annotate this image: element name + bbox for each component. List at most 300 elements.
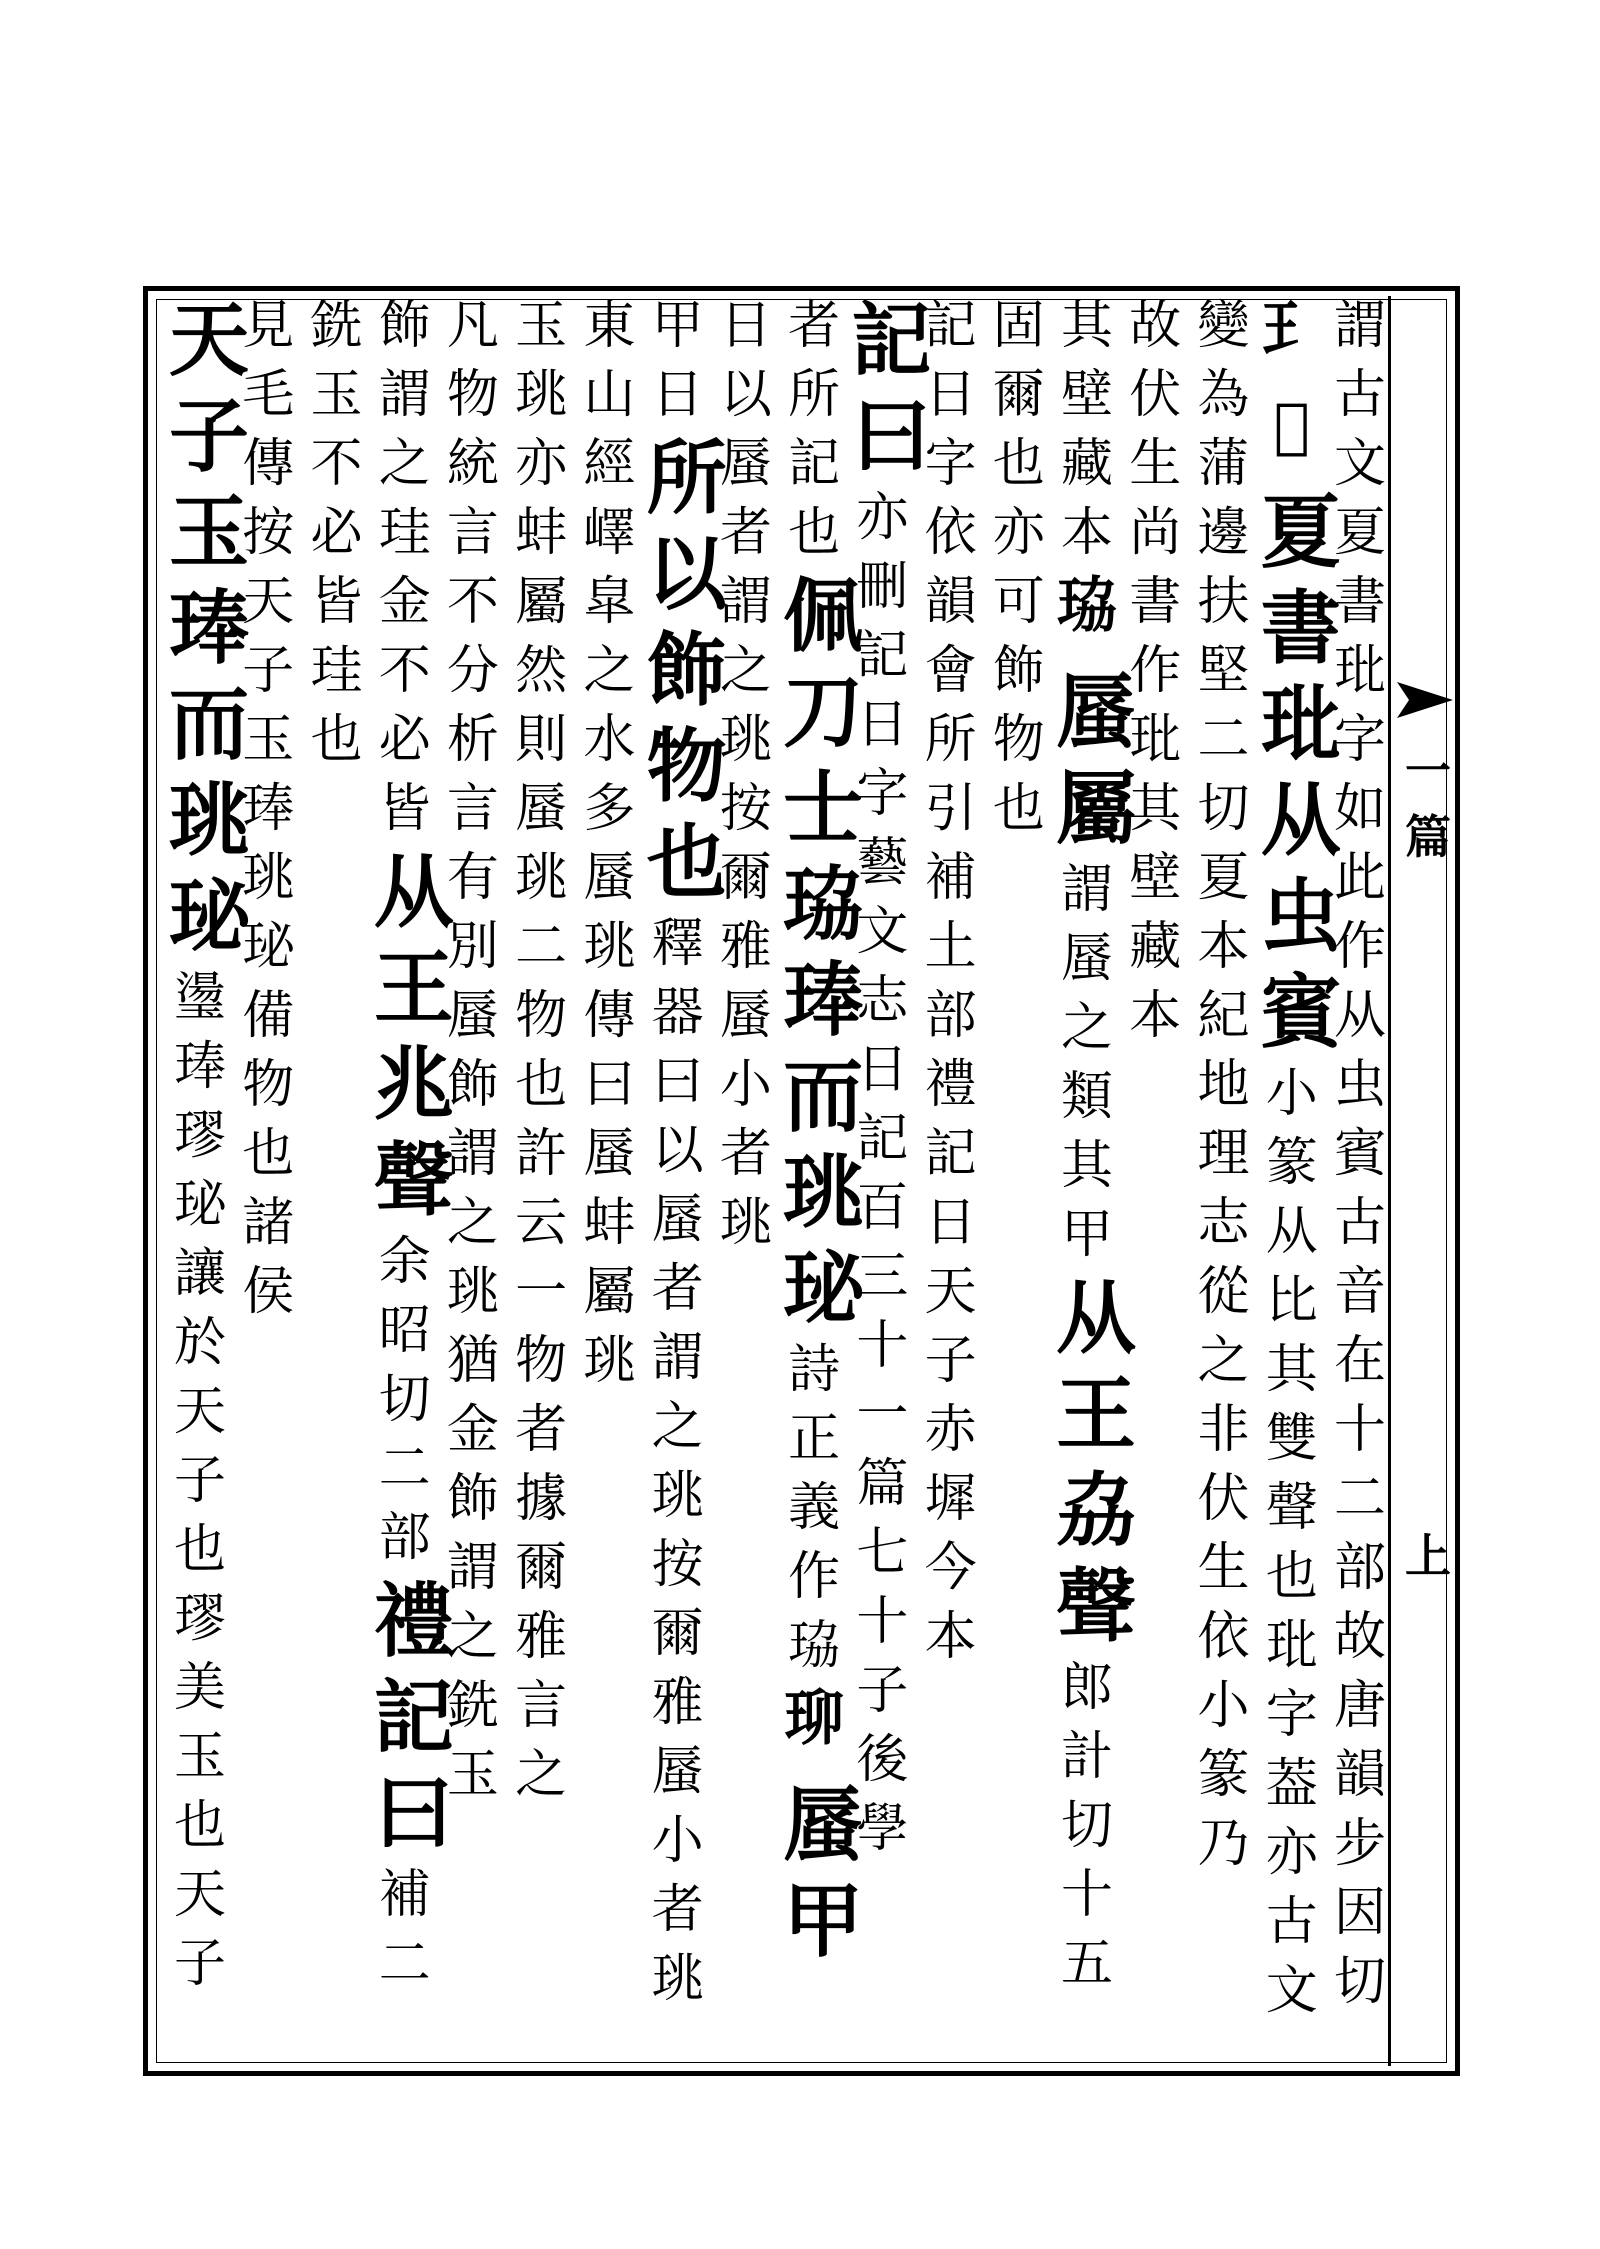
annotation-char: 蒲 [1197,434,1250,494]
annotation-char: 者 [515,1400,568,1460]
main-text-char: 以 [646,527,727,621]
annotation-char: 之 [446,1607,499,1667]
main-text-char: 所 [646,431,727,525]
annotation-char: 古 [1333,1193,1386,1253]
annotation-char: 伏 [1197,1469,1250,1529]
main-text-char: 珕 [783,857,864,951]
annotation-char: 天 [242,572,295,632]
text-column [373,296,454,2060]
text-column [988,296,1050,2060]
annotation-char: 補 [924,848,977,908]
annotation-char: 玉 [173,1727,226,1787]
annotation-char: 也 [1265,1547,1318,1607]
annotation-char: 謂 [446,1124,499,1184]
annotation-char: 音 [1333,1262,1386,1322]
annotation-char: 禮 [924,1055,977,1115]
annotation-char: 昭 [378,1301,431,1361]
annotation-char: 爾 [515,1538,568,1598]
annotation-char: 字 [924,434,977,494]
annotation-char: 玉 [515,296,568,356]
annotation-char: 計 [1061,1727,1114,1787]
annotation-char: 二 [378,1934,431,1994]
annotation-char: 固 [992,296,1045,356]
annotation-char: 雅 [651,1673,704,1733]
annotation-char: 五 [1061,1934,1114,1994]
annotation-char: 者 [788,296,841,356]
annotation-char: 美 [173,1658,226,1718]
main-text-char: 从 [373,845,454,939]
annotation-char: 其 [1061,1136,1114,1196]
annotation-char: 記 [856,1109,909,1169]
annotation-char: 藏 [1129,917,1182,977]
annotation-char: 珪 [310,641,363,701]
annotation-char: 步 [1333,1814,1386,1874]
annotation-char: 夏 [1197,848,1250,908]
main-text-char: 曰 [373,1766,454,1860]
annotation-char: 珧 [242,848,295,908]
annotation-char: 比 [1265,1271,1318,1331]
text-column [305,296,367,2060]
annotation-char: 別 [446,917,499,977]
annotation-char: 堅 [1197,641,1250,701]
annotation-char: 今 [924,1538,977,1598]
annotation-char: 小 [651,1811,704,1871]
annotation-char: 謂 [719,572,772,632]
annotation-char: 雅 [719,917,772,977]
annotation-char: 多 [583,779,636,839]
annotation-char: 後 [856,1730,909,1790]
annotation-char: 也 [173,1796,226,1856]
annotation-char: 凡 [446,296,499,356]
main-text-char: 王 [1056,1367,1137,1461]
annotation-char: 其 [1061,296,1114,356]
annotation-char: 天 [173,1382,226,1442]
annotation-char: 言 [446,779,499,839]
annotation-char: 百 [856,1178,909,1238]
annotation-char: 正 [788,1409,841,1469]
annotation-char: 二 [1197,710,1250,770]
main-text-char: 記 [373,1670,454,1764]
annotation-char: 葢 [1265,1754,1318,1814]
annotation-char: 傳 [242,434,295,494]
annotation-char: 言 [515,1676,568,1736]
annotation-char: 子 [173,1934,226,1994]
annotation-char: 作 [788,1547,841,1607]
annotation-char: 以 [651,1121,704,1181]
annotation-char: 釋 [651,914,704,974]
annotation-char: 也 [173,1520,226,1580]
annotation-char: 其 [1129,779,1182,839]
annotation-char: 蚌 [583,1193,636,1253]
annotation-char: 玭 [1265,1616,1318,1676]
annotation-char: 日 [924,365,977,425]
main-text-char: 佩 [783,569,864,663]
annotation-char: 珧 [651,1949,704,2009]
annotation-char: 東 [583,296,636,356]
text-column [920,296,982,2060]
annotation-char: 珌 [242,917,295,977]
annotation-char: 器 [651,983,704,1043]
annotation-char: 日 [719,296,772,356]
annotation-char: 爾 [992,365,1045,425]
main-text-char: 玭 [1260,677,1341,771]
annotation-char: 蜃 [651,1190,704,1250]
main-text-char: 珧 [783,1145,864,1239]
margin-section-char: 上 [1405,1529,1451,1583]
annotation-char: 書 [1129,572,1182,632]
main-text-char: 禮 [373,1574,454,1668]
annotation-char: 珧 [719,1193,772,1253]
annotation-char: 琫 [242,779,295,839]
annotation-char: 之 [719,641,772,701]
annotation-char: 扶 [1197,572,1250,632]
main-text-char: 賓 [1260,965,1341,1059]
annotation-char: 飾 [446,1055,499,1115]
annotation-char: 不 [310,434,363,494]
annotation-char: 日 [856,695,909,755]
annotation-char: 子 [242,641,295,701]
annotation-char: 許 [515,1124,568,1184]
text-column [169,293,249,2060]
text-column [1193,296,1255,2060]
text-column [646,296,727,2060]
annotation-char: 琫 [173,1037,226,1097]
annotation-char: 義 [788,1478,841,1538]
annotation-char: 珪 [378,503,431,563]
annotation-char: 部 [924,986,977,1046]
main-text-char: 兆 [373,1037,454,1131]
annotation-char: 有 [446,848,499,908]
annotation-char: 皆 [310,572,363,632]
annotation-char: 於 [173,1313,226,1373]
annotation-char: 屬 [583,1262,636,1322]
annotation-char: 言 [446,503,499,563]
annotation-char: 其 [1265,1340,1318,1400]
annotation-char: 之 [515,1745,568,1805]
annotation-char: 字 [856,764,909,824]
annotation-char: 蜃 [719,434,772,494]
annotation-char: 蜃 [446,986,499,1046]
annotation-char: 銑 [310,296,363,356]
annotation-char: 切 [1197,779,1250,839]
annotation-char: 可 [992,572,1045,632]
main-text-char: 聲 [1056,1559,1137,1653]
main-text-char: 琫 [169,581,249,675]
margin-chapter-label: 一篇 [1405,744,1451,864]
annotation-char: 必 [310,503,363,563]
annotation-char: 然 [515,641,568,701]
annotation-char: 非 [1197,1400,1250,1460]
annotation-char: 爾 [719,848,772,908]
annotation-char: 珧 [651,1466,704,1526]
annotation-char: 壁 [1129,848,1182,908]
annotation-char: 所 [788,365,841,425]
annotation-char: 屬 [515,572,568,632]
annotation-char: 金 [446,1400,499,1460]
annotation-char: 不 [446,572,499,632]
main-text-char: 蜃 [1056,665,1137,759]
annotation-char: 蜃 [583,1124,636,1184]
main-text-char: 从 [1056,1271,1137,1365]
annotation-char: 韻 [924,572,977,632]
annotation-char: 所 [924,710,977,770]
annotation-char: 土 [924,917,977,977]
annotation-char: 也 [242,1124,295,1184]
annotation-char: 蜃 [651,1742,704,1802]
main-text-char: 蜃 [783,1778,864,1872]
annotation-char: 亦 [992,503,1045,563]
main-text-char: 玉 [169,485,249,579]
annotation-char: 志 [856,971,909,1031]
annotation-char: 雙 [1265,1409,1318,1469]
annotation-char: 曰 [651,1052,704,1112]
text-column [783,296,864,2060]
annotation-char: 飾 [992,641,1045,701]
annotation-char: 皐 [583,572,636,632]
main-text-char: 子 [169,389,249,483]
annotation-char: 古 [1265,1892,1318,1952]
annotation-char: 以 [719,365,772,425]
main-text-char: 屬 [1056,761,1137,855]
annotation-char: 玉 [310,365,363,425]
annotation-char: 珧 [515,848,568,908]
annotation-char: 析 [446,710,499,770]
annotation-char: 物 [992,710,1045,770]
annotation-char: 之 [446,1193,499,1253]
annotation-char: 一 [515,1262,568,1322]
main-text-char: 从 [1260,773,1341,867]
annotation-char: 據 [515,1469,568,1529]
annotation-char: 亦 [856,488,909,548]
annotation-char: 墀 [924,1469,977,1529]
annotation-char: 十 [1061,1865,1114,1925]
main-text-char: 曰 [851,389,932,483]
annotation-char: 蜃 [1061,929,1114,989]
annotation-char: 也 [788,503,841,563]
annotation-char: 志 [1197,1193,1250,1253]
annotation-char: 作 [1129,641,1182,701]
annotation-char: 伏 [1129,365,1182,425]
annotation-char: 云 [515,1193,568,1253]
annotation-char: 三 [856,1247,909,1307]
annotation-char: 謂 [378,365,431,425]
main-text-char: 記 [851,293,932,387]
annotation-char: 璗 [173,968,226,1028]
annotation-char: 古 [1333,365,1386,425]
annotation-char: 傳 [583,986,636,1046]
annotation-char: 虫 [1333,1055,1386,1115]
annotation-char: 天 [924,1262,977,1322]
annotation-char: 子 [856,1661,909,1721]
annotation-char: 切 [1333,1952,1386,2012]
annotation-char: 在 [1333,1331,1386,1391]
annotation-char: 者 [719,1124,772,1184]
annotation-char: 見 [242,296,295,356]
annotation-char: 珧 [583,917,636,977]
main-text-char: 聲 [373,1133,454,1227]
annotation-char: 日 [651,365,704,425]
annotation-char: 故 [1129,296,1182,356]
annotation-char: 物 [515,1331,568,1391]
annotation-char: 分 [446,641,499,701]
annotation-char: 謂 [446,1538,499,1598]
annotation-char: 者 [651,1259,704,1319]
main-text-char: 珌 [169,869,249,963]
annotation-char: 按 [651,1535,704,1595]
annotation-char: 記 [788,434,841,494]
main-text-char: 珧 [169,773,249,867]
annotation-char: 赤 [924,1400,977,1460]
annotation-char: 之 [583,641,636,701]
annotation-char: 珧 [583,1331,636,1391]
annotation-char: 珕 [788,1616,841,1676]
annotation-char: 此 [1333,848,1386,908]
annotation-char: 之 [651,1397,704,1457]
annotation-char: 賓 [1333,1124,1386,1184]
annotation-char: 依 [924,503,977,563]
annotation-char: 蜃 [719,986,772,1046]
annotation-char: 珧 [446,1262,499,1322]
annotation-char: 書 [1333,572,1386,632]
main-text-char: 物 [646,719,727,813]
annotation-char: 壁 [1061,365,1114,425]
annotation-char: 雅 [515,1607,568,1667]
annotation-char: 也 [515,1055,568,1115]
annotation-char: 金 [378,572,431,632]
annotation-char: 十 [1333,1400,1386,1460]
annotation-char: 本 [924,1607,977,1667]
annotation-char: 甲 [651,296,704,356]
annotation-char: 飾 [446,1469,499,1529]
annotation-char: 按 [719,779,772,839]
annotation-char: 之 [378,434,431,494]
annotation-char: 備 [242,986,295,1046]
annotation-char: 本 [1061,503,1114,563]
annotation-char: 七 [856,1523,909,1583]
main-text-char: 飾 [646,623,727,717]
main-text-char: 琫 [783,953,864,1047]
annotation-char: 爾 [651,1604,704,1664]
annotation-char: 二 [515,917,568,977]
annotation-char: 理 [1197,1124,1250,1184]
annotation-char: 字 [1333,710,1386,770]
annotation-char: 乃 [1197,1814,1250,1874]
annotation-char: 子 [924,1331,977,1391]
annotation-char: 从 [1265,1202,1318,1262]
annotation-char: 山 [583,365,636,425]
main-text-char: 刀 [783,665,864,759]
annotation-char: 文 [1333,434,1386,494]
annotation-char: 皆 [378,779,431,839]
annotation-char: 不 [378,641,431,701]
annotation-char: 依 [1197,1607,1250,1667]
annotation-char: 小 [1197,1676,1250,1736]
annotation-char: 十 [856,1592,909,1652]
main-text-char: 也 [646,815,727,909]
annotation-char: 甲 [1061,1205,1114,1265]
annotation-char: 璆 [173,1106,226,1166]
annotation-char: 亦 [515,434,568,494]
main-text-char: 天 [169,293,249,387]
annotation-char: 郎 [1061,1658,1114,1718]
annotation-char: 部 [378,1508,431,1568]
annotation-char: 邊 [1197,503,1250,563]
annotation-char: 物 [515,986,568,1046]
annotation-char: 曰 [583,1055,636,1115]
annotation-char: 二 [378,1439,431,1499]
seal-script-char: 𧉙 [1273,391,1310,461]
annotation-char: 余 [378,1232,431,1292]
annotation-char: 記 [924,1124,977,1184]
annotation-char: 藏 [1061,434,1114,494]
annotation-char: 篆 [1197,1745,1250,1805]
annotation-char: 本 [1129,986,1182,1046]
annotation-char: 二 [1333,1469,1386,1529]
annotation-char: 類 [1061,1067,1114,1127]
annotation-char: 切 [378,1370,431,1430]
annotation-char: 故 [1333,1607,1386,1667]
annotation-char: 文 [1265,1961,1318,2021]
annotation-char: 蜃 [515,779,568,839]
text-column [1056,296,1137,2060]
main-text-char: 而 [783,1049,864,1143]
annotation-char: 部 [1333,1538,1386,1598]
annotation-char: 引 [924,779,977,839]
annotation-char: 謂 [651,1328,704,1388]
annotation-char: 之 [1061,998,1114,1058]
annotation-char: 物 [446,365,499,425]
annotation-char: 篆 [1265,1133,1318,1193]
annotation-char: 亦 [1265,1823,1318,1883]
annotation-char: 璆 [173,1589,226,1649]
annotation-char: 切 [1061,1796,1114,1856]
annotation-char: 也 [992,779,1045,839]
annotation-char: 玭 [1333,641,1386,701]
annotation-char: 則 [515,710,568,770]
annotation-char: 也 [310,710,363,770]
annotation-char: 聲 [1265,1478,1318,1538]
text-column [578,296,640,2060]
annotation-char: 也 [992,434,1045,494]
annotation-char: 銑 [446,1676,499,1736]
annotation-char: 變 [1197,296,1250,356]
annotation-char: 必 [378,710,431,770]
annotation-char: 為 [1197,365,1250,425]
seal-script-char: 珋 [784,1684,845,1754]
text-column [1124,296,1186,2060]
annotation-char: 文 [856,902,909,962]
annotation-char: 會 [924,641,977,701]
annotation-char: 生 [1197,1538,1250,1598]
annotation-char: 詩 [788,1340,841,1400]
annotation-char: 生 [1129,434,1182,494]
annotation-char: 珌 [173,1175,226,1235]
annotation-char: 韻 [1333,1745,1386,1805]
main-text-char: 王 [373,941,454,1035]
main-text-char: 夏 [1260,485,1341,579]
annotation-char: 玉 [242,710,295,770]
annotation-char: 紀 [1197,986,1250,1046]
annotation-char: 經 [583,434,636,494]
main-text-char: 甲 [783,1874,864,1968]
annotation-char: 小 [1265,1064,1318,1124]
annotation-char: 字 [1265,1685,1318,1745]
annotation-char: 天 [173,1865,226,1925]
text-column [510,296,572,2060]
margin-column [1388,296,1467,2066]
annotation-char: 侯 [242,1262,295,1322]
annotation-char: 物 [242,1055,295,1115]
